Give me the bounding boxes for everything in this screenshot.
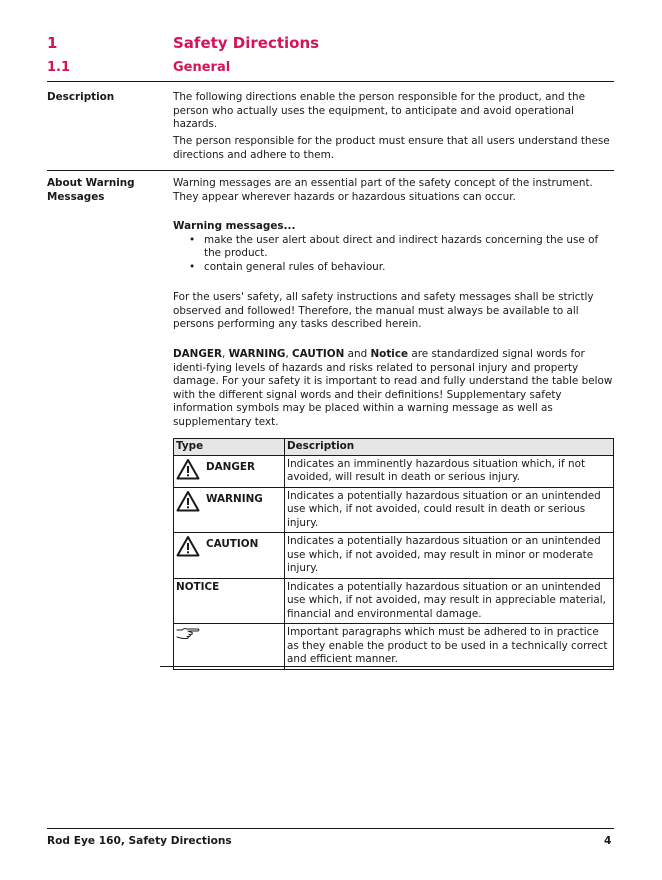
section-divider — [47, 170, 614, 171]
column-header-type: Type — [174, 439, 285, 456]
type-caution: CAUTION — [206, 538, 259, 550]
section-title: General — [173, 60, 231, 75]
warnings-list-heading: Warning messages... — [173, 220, 296, 232]
signal-words-table — [173, 438, 614, 670]
chapter-number: 1 — [47, 34, 58, 52]
section-number: 1.1 — [47, 60, 71, 75]
warning-triangle-icon — [176, 458, 200, 480]
description-warning: Indicates a potentially hazardous situation or an unintended use which, if not avoided, could result in death or serious injury. — [285, 487, 614, 533]
description-label: Description — [47, 91, 115, 103]
warnings-label: About Warning Messages — [47, 177, 135, 203]
table-header-row — [174, 439, 614, 456]
warnings-list — [173, 220, 615, 274]
type-notice: NOTICE — [174, 578, 285, 624]
safety-paragraph: For the users' safety, all safety instructions and safety messages shall be strictly observed and followed! Therefore, the manual must always be available to all persons performing any tasks described herein. — [173, 291, 594, 330]
conjunction: and — [344, 348, 371, 360]
pointing-hand-icon — [176, 626, 202, 640]
description-paragraph-2: The person responsible for the product must ensure that all users understand these directions and adhere to them. — [173, 135, 610, 161]
signal-word-caution: CAUTION — [292, 348, 345, 360]
description-notice: Indicates a potentially hazardous situation or an unintended use which, if not avoided, may result in appreciable material, financial and environmental damage. — [285, 578, 614, 624]
section-divider — [160, 666, 614, 667]
separator: , — [285, 348, 293, 360]
chapter-title: Safety Directions — [173, 34, 320, 52]
warning-triangle-icon — [176, 490, 200, 512]
warnings-intro: Warning messages are an essential part of the safety concept of the instrument. They appear wherever hazards or hazardous situations can occur. — [173, 177, 593, 203]
list-item: • make the user alert about direct and indirect hazards concerning the use of the product. — [173, 234, 615, 261]
signal-word-warning: WARNING — [228, 348, 286, 360]
section-divider — [47, 81, 614, 82]
warnings-bullet-list — [173, 234, 615, 275]
separator: , — [222, 348, 229, 360]
description-important: Important paragraphs which must be adhered to in practice as they enable the product to be used in a technically correct and efficient manner. — [285, 624, 614, 670]
signal-words-paragraph — [173, 348, 615, 429]
signal-word-danger: DANGER — [173, 348, 222, 360]
signal-word-notice: Notice — [370, 348, 409, 360]
table-row — [174, 455, 614, 487]
list-item: • contain general rules of behaviour. — [173, 261, 615, 275]
page-number: 4 — [604, 835, 612, 847]
table-row — [174, 487, 614, 533]
table-row — [174, 578, 614, 624]
description-danger: Indicates an imminently hazardous situation which, if not avoided, will result in death or serious injury. — [285, 455, 614, 487]
footer-title: Rod Eye 160, Safety Directions — [47, 835, 232, 847]
description-paragraph-1: The following directions enable the person responsible for the product, and the person who actually uses the equipment, to anticipate and avoid operational hazards. — [173, 91, 585, 130]
type-warning: WARNING — [206, 492, 263, 505]
signal-words-text: are standardized signal words for identi-fying levels of hazards and risks related to personal injury and property damage. For your safety it is important to read and fully understand the table below with the different signal words and their definitions! Supplementary safety information symbols may be placed within a warning message as well as supplementary text. — [173, 348, 613, 428]
column-header-description: Description — [285, 439, 614, 456]
footer-divider — [47, 828, 614, 829]
type-danger: DANGER — [206, 460, 255, 473]
table-row — [174, 533, 614, 579]
description-caution: Indicates a potentially hazardous situation or an unintended use which, if not avoided, may result in minor or moderate injury. — [285, 533, 614, 579]
warning-triangle-icon — [176, 535, 200, 557]
table-row — [174, 624, 614, 670]
